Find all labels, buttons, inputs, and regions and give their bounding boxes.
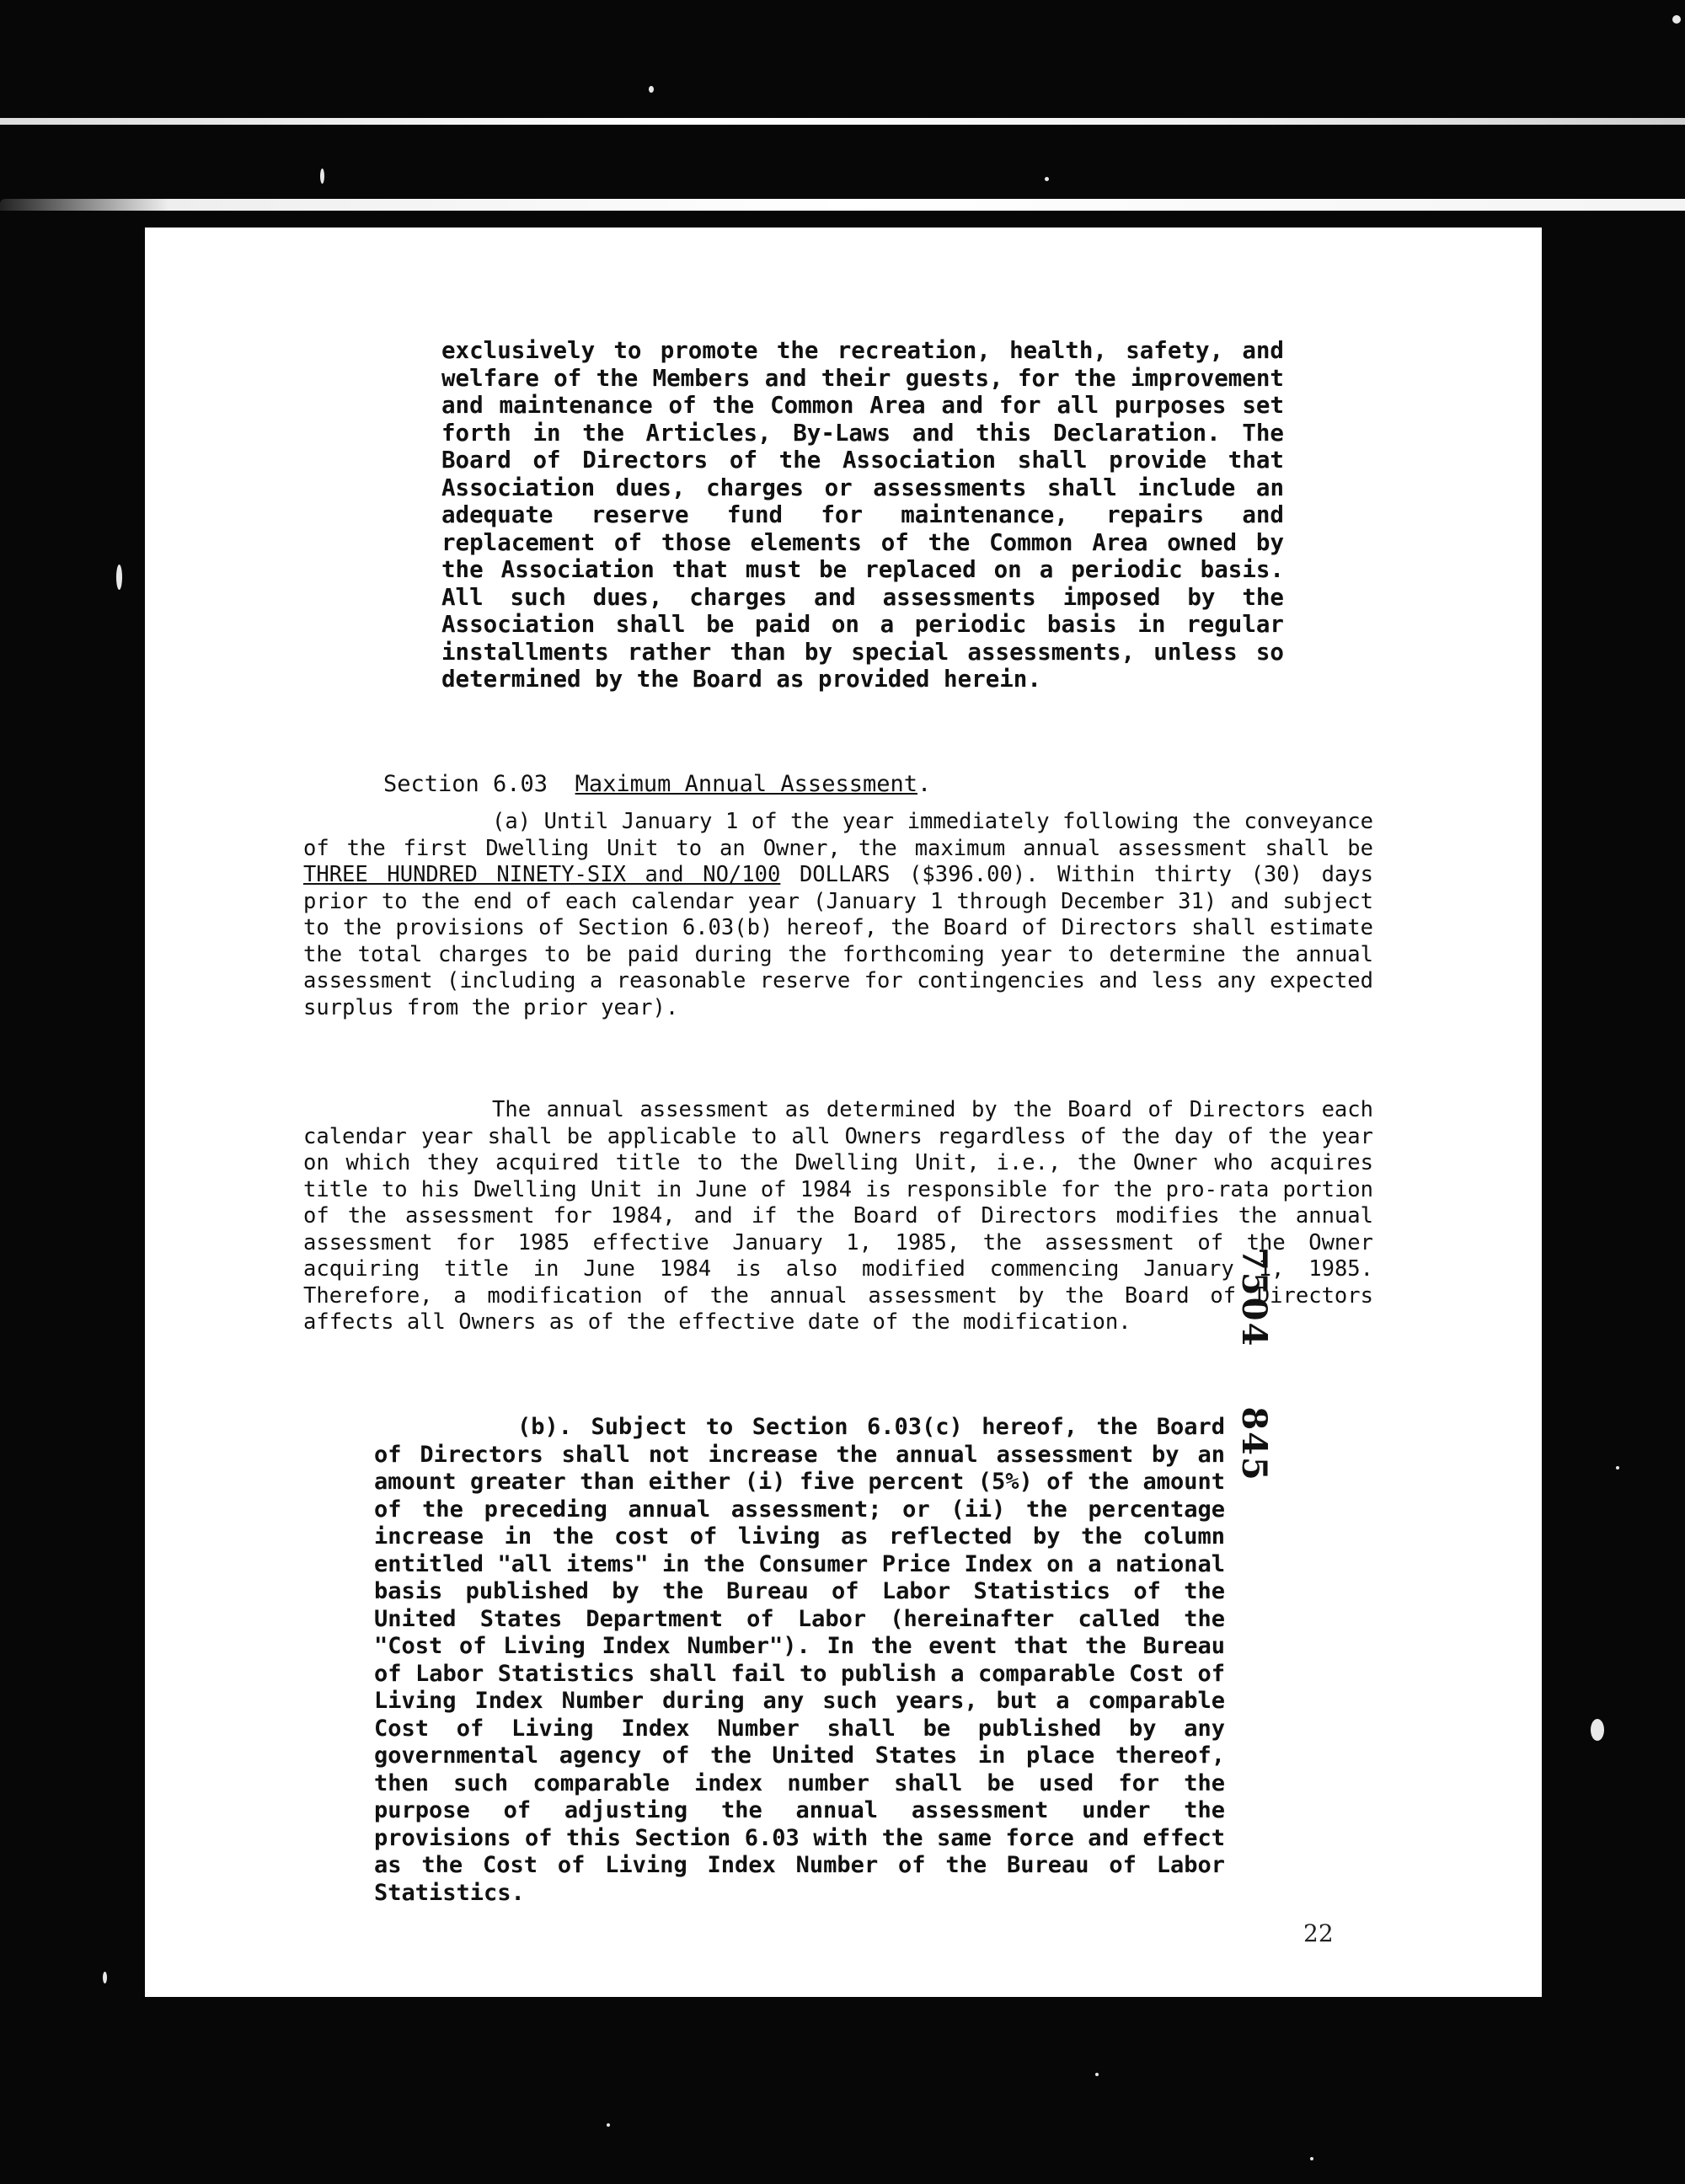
assessment-amount: THREE HUNDRED NINETY-SIX and NO/100 xyxy=(303,862,781,887)
scan-speck xyxy=(649,86,654,93)
section-number: Section 6.03 xyxy=(383,771,548,797)
scan-speck xyxy=(320,169,324,184)
paragraph-a xyxy=(303,809,1373,1021)
scan-speck xyxy=(607,2123,610,2127)
section-heading xyxy=(383,771,931,798)
recording-stamp xyxy=(1234,1247,1274,1559)
paragraph-dues: exclusively to promote the recreation, health, safety, and welfare of the Members and their guests, for the improvement and maintenance of the Common Area and for all purposes set forth in the Articles, By-Laws and this Declaration. The Board of Directors of the Association shall provide that Association dues, charges or assessments shall include an adequate reserve fund for maintenance, repairs and replacement of those elements of the Common Area owned by the Association that must be replaced on a periodic basis. All such dues, charges and assessments imposed by the Association shall be paid on a periodic basis in regular installments rather than by special assessments, unless so determined by the Board as provided herein. xyxy=(441,337,1284,693)
scan-edge-line xyxy=(0,199,1685,211)
section-title: Maximum Annual Assessment xyxy=(575,771,917,797)
paragraph-annual-assessment xyxy=(303,1097,1373,1336)
document-page xyxy=(145,228,1542,1997)
scan-speck xyxy=(1591,1719,1604,1741)
book-number: 7504 xyxy=(1234,1247,1274,1348)
paragraph-a-tail: DOLLARS ($396.00). Within thirty (30) days prior to the end of each calendar year (January 1 through December 31) and subject to the provisions of Section 6.03(b) hereof, the Board of Directors shall estimate the total charges to be paid during the forthcoming year to determine the annual assessment (including a reasonable reserve for contingencies and less any expected surplus from the prior year). xyxy=(303,862,1373,1020)
scan-speck xyxy=(116,565,122,590)
paragraph-b xyxy=(374,1414,1225,1907)
book-page-number: 845 xyxy=(1234,1406,1274,1482)
scan-speck xyxy=(1095,2073,1099,2076)
scan-edge-line xyxy=(0,118,1685,125)
scan-speck xyxy=(1310,2157,1313,2160)
scan-speck xyxy=(1616,1466,1619,1469)
paragraph-a-lead: (a) Until January 1 of the year immediately following the conveyance of the first Dwelling Unit to an Owner, the maximum annual assessment shall be xyxy=(303,809,1373,861)
section-title-end: . xyxy=(917,771,932,797)
scan-speck xyxy=(103,1972,107,1983)
paragraph-b-text: (b). Subject to Section 6.03(c) hereof, the Board of Directors shall not increase the annual assessment by an amount greater than either (i) five percent (5%) of the amount of the preceding annual assessment; or (ii) the percentage increase in the cost of living as reflected by the column entitled "all items" in the Consumer Price Index on a national basis published by the Bureau of Labor Statistics of the United States Department of Labor (hereinafter called the "Cost of Living Index Number"). In the event that the Bureau of Labor Statistics shall fail to publish a comparable Cost of Living Index Number during any such years, but a comparable Cost of Living Index Number shall be published by any governmental agency of the United States in place thereof, then such comparable index number shall be used for the purpose of adjusting the annual assessment under the provisions of this Section 6.03 with the same force and effect as the Cost of Living Index Number of the Bureau of Labor Statistics. xyxy=(374,1414,1225,1906)
scan-speck xyxy=(1672,15,1681,24)
scan-speck xyxy=(1045,177,1049,181)
page-number: 22 xyxy=(1303,1919,1334,1947)
paragraph-annual-text: The annual assessment as determined by the Board of Directors each calendar year shall be applicable to all Owners regardless of the day of the year on which they acquired title to the Dwelling Unit, i.e., the Owner who acquires title to his Dwelling Unit in June of 1984 is responsible for the pro-rata portion of the assessment for 1984, and if the Board of Directors modifies the annual assessment for 1985 effective January 1, 1985, the assessment of the Owner acquiring title in June 1984 is also modified commencing January 1, 1985. Therefore, a modification of the annual assessment by the Board of Directors affects all Owners as of the effective date of the modification. xyxy=(303,1097,1373,1335)
